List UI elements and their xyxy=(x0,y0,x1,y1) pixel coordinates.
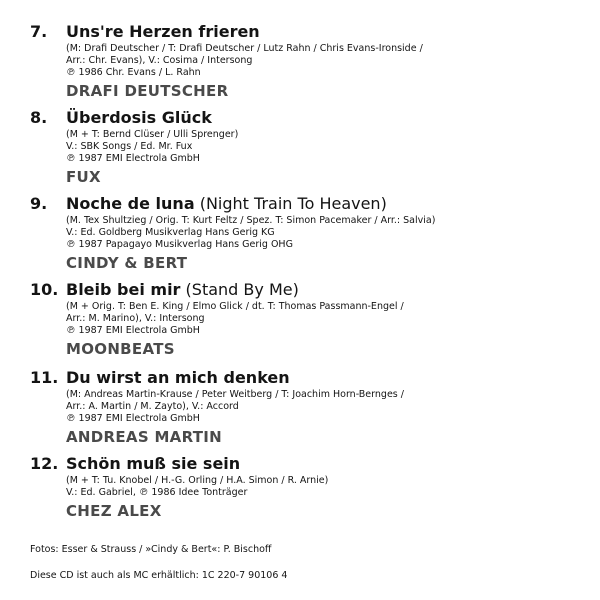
track-number: 11. xyxy=(30,368,59,387)
track-title: Bleib bei mir xyxy=(66,280,181,299)
track-number: 7. xyxy=(30,22,48,41)
credit-line: Arr.: A. Martin / M. Zayto), V.: Accord xyxy=(66,401,239,412)
track-entry xyxy=(30,22,590,108)
track-credits xyxy=(66,389,586,425)
credit-line: ℗ 1986 Chr. Evans / L. Rahn xyxy=(66,67,201,78)
track-artist: CHEZ ALEX xyxy=(66,502,162,520)
credit-line: ℗ 1987 EMI Electrola GmbH xyxy=(66,153,200,164)
track-number: 12. xyxy=(30,454,59,473)
track-list xyxy=(30,22,590,540)
mc-availability-note: Diese CD ist auch als MC erhältlich: 1C 220-7 90106 4 xyxy=(30,570,288,581)
track-subtitle: (Night Train To Heaven) xyxy=(199,194,387,213)
photo-credits: Fotos: Esser & Strauss / »Cindy & Bert«: P. Bischoff xyxy=(30,544,272,555)
track-credits xyxy=(66,475,586,499)
credit-line: (M. Tex Shultzieg / Orig. T: Kurt Feltz / Spez. T: Simon Pacemaker / Arr.: Salvia) xyxy=(66,215,436,226)
track-artist: CINDY & BERT xyxy=(66,254,188,272)
track-entry xyxy=(30,280,590,368)
track-artist: FUX xyxy=(66,168,101,186)
track-title: Du wirst an mich denken xyxy=(66,368,290,387)
track-title: Schön muß sie sein xyxy=(66,454,241,473)
credit-line: ℗ 1987 EMI Electrola GmbH xyxy=(66,413,200,424)
track-title: Noche de luna xyxy=(66,194,195,213)
credit-line: (M: Drafi Deutscher / T: Drafi Deutscher / Lutz Rahn / Chris Evans-Ironside / xyxy=(66,43,423,54)
credit-line: ℗ 1987 Papagayo Musikverlag Hans Gerig OHG xyxy=(66,239,293,250)
credit-line: Arr.: M. Marino), V.: Intersong xyxy=(66,313,205,324)
track-number: 10. xyxy=(30,280,59,299)
track-artist: ANDREAS MARTIN xyxy=(66,428,223,446)
credit-line: V.: SBK Songs / Ed. Mr. Fux xyxy=(66,141,193,152)
track-number: 8. xyxy=(30,108,48,127)
track-title: Uns're Herzen frieren xyxy=(66,22,260,41)
track-subtitle: (Stand By Me) xyxy=(185,280,299,299)
credit-line: V.: Ed. Gabriel, ℗ 1986 Idee Tonträger xyxy=(66,487,248,498)
credit-line: Arr.: Chr. Evans), V.: Cosima / Intersong xyxy=(66,55,253,66)
credit-line: (M + T: Bernd Clüser / Ulli Sprenger) xyxy=(66,129,239,140)
track-credits xyxy=(66,43,586,79)
credit-line: (M + Orig. T: Ben E. King / Elmo Glick / dt. T: Thomas Passmann-Engel / xyxy=(66,301,404,312)
credit-line: (M + T: Tu. Knobel / H.-G. Orling / H.A. Simon / R. Arnie) xyxy=(66,475,329,486)
track-credits xyxy=(66,215,586,251)
track-entry xyxy=(30,194,590,280)
track-credits xyxy=(66,129,586,165)
credit-line: (M: Andreas Martin-Krause / Peter Weitberg / T: Joachim Horn-Bernges / xyxy=(66,389,404,400)
track-number: 9. xyxy=(30,194,48,213)
track-credits xyxy=(66,301,586,337)
track-entry xyxy=(30,368,590,454)
track-entry xyxy=(30,108,590,194)
credit-line: V.: Ed. Goldberg Musikverlag Hans Gerig KG xyxy=(66,227,275,238)
track-entry xyxy=(30,454,590,540)
track-artist: DRAFI DEUTSCHER xyxy=(66,82,229,100)
track-artist: MOONBEATS xyxy=(66,340,175,358)
track-title: Überdosis Glück xyxy=(66,108,212,127)
credit-line: ℗ 1987 EMI Electrola GmbH xyxy=(66,325,200,336)
